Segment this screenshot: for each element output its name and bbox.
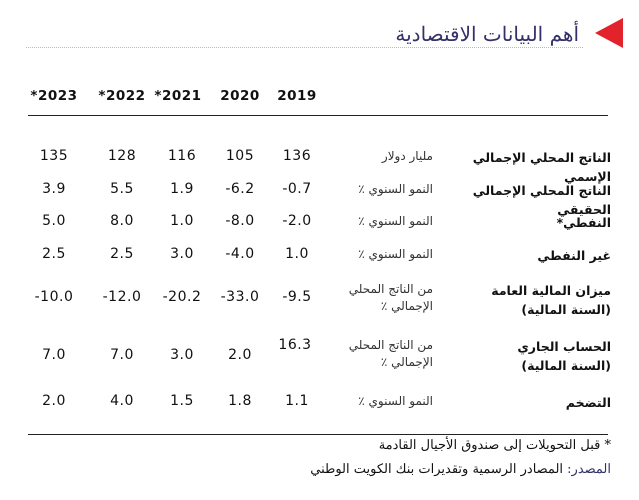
cell-value: 128 [107, 148, 137, 164]
cell-value: 1.1 [285, 393, 309, 409]
cell-value: 2.5 [42, 246, 66, 262]
header-divider [28, 115, 608, 116]
row-label: الحساب الجاري (السنة المالية) [517, 339, 611, 373]
row-label: الناتج المحلي الإجمالي الإسمي [472, 150, 611, 184]
cell-value: 2.5 [110, 246, 134, 262]
source-text: المصادر الرسمية وتقديرات بنك الكويت الوطني [310, 462, 564, 477]
cell-value: 105 [225, 148, 255, 164]
footnote-mark: * [604, 438, 611, 453]
cell-value: -20.2 [162, 289, 202, 305]
cell-value: 3.0 [170, 347, 194, 363]
cell-value: -8.0 [225, 213, 255, 229]
cell-value: 8.0 [110, 213, 134, 229]
year-header: *2021 [154, 88, 202, 104]
row-label: التضخم [565, 395, 611, 410]
cell-value: 1.8 [228, 393, 252, 409]
cell-value: 1.9 [170, 181, 194, 197]
year-header: 2019 [277, 88, 317, 104]
source-note [310, 462, 611, 477]
year-header: *2023 [30, 88, 78, 104]
cell-value: 136 [282, 148, 312, 164]
cell-value: -9.5 [282, 289, 312, 305]
cell-value: -10.0 [34, 289, 74, 305]
cell-value: 16.3 [278, 337, 312, 353]
footnote-text: قبل التحويلات إلى صندوق الأجيال القادمة [378, 438, 601, 453]
cell-value: 3.0 [170, 246, 194, 262]
row-unit: النمو السنوي ٪ [358, 214, 433, 228]
cell-value: -4.0 [225, 246, 255, 262]
row-unit: النمو السنوي ٪ [358, 247, 433, 261]
cell-value: -0.7 [282, 181, 312, 197]
red-triangle-icon [595, 18, 623, 48]
row-label: ميزان المالية العامة (السنة المالية) [491, 283, 611, 317]
cell-value: -12.0 [102, 289, 142, 305]
page-title: أهم البيانات الاقتصادية [395, 22, 579, 46]
footnote [379, 438, 611, 453]
title-bar [0, 14, 639, 54]
cell-value: 2.0 [42, 393, 66, 409]
cell-value: 1.0 [285, 246, 309, 262]
cell-value: 7.0 [42, 347, 66, 363]
title-divider [26, 47, 583, 48]
cell-value: 3.9 [42, 181, 66, 197]
cell-value: 1.0 [170, 213, 194, 229]
row-unit: النمو السنوي ٪ [358, 182, 433, 196]
cell-value: 116 [167, 148, 197, 164]
cell-value: 135 [39, 148, 69, 164]
row-label: النفطي* [556, 215, 611, 230]
row-label: الناتج المحلي الإجمالي الحقيقي [472, 183, 611, 217]
row-unit: النمو السنوي ٪ [358, 394, 433, 408]
cell-value: -2.0 [282, 213, 312, 229]
footer-divider [28, 434, 608, 435]
year-header: *2022 [98, 88, 146, 104]
row-unit: من الناتج المحلي الإجمالي ٪ [348, 338, 433, 369]
cell-value: 4.0 [110, 393, 134, 409]
cell-value: -6.2 [225, 181, 255, 197]
row-label: غير النفطي [537, 248, 611, 263]
cell-value: 7.0 [110, 347, 134, 363]
source-label: المصدر: [567, 462, 611, 477]
cell-value: -33.0 [220, 289, 260, 305]
year-header: 2020 [220, 88, 260, 104]
row-unit: من الناتج المحلي الإجمالي ٪ [348, 282, 433, 313]
cell-value: 5.5 [110, 181, 134, 197]
row-unit: مليار دولار [381, 149, 433, 163]
cell-value: 2.0 [228, 347, 252, 363]
table-header [0, 88, 639, 112]
cell-value: 1.5 [170, 393, 194, 409]
cell-value: 5.0 [42, 213, 66, 229]
